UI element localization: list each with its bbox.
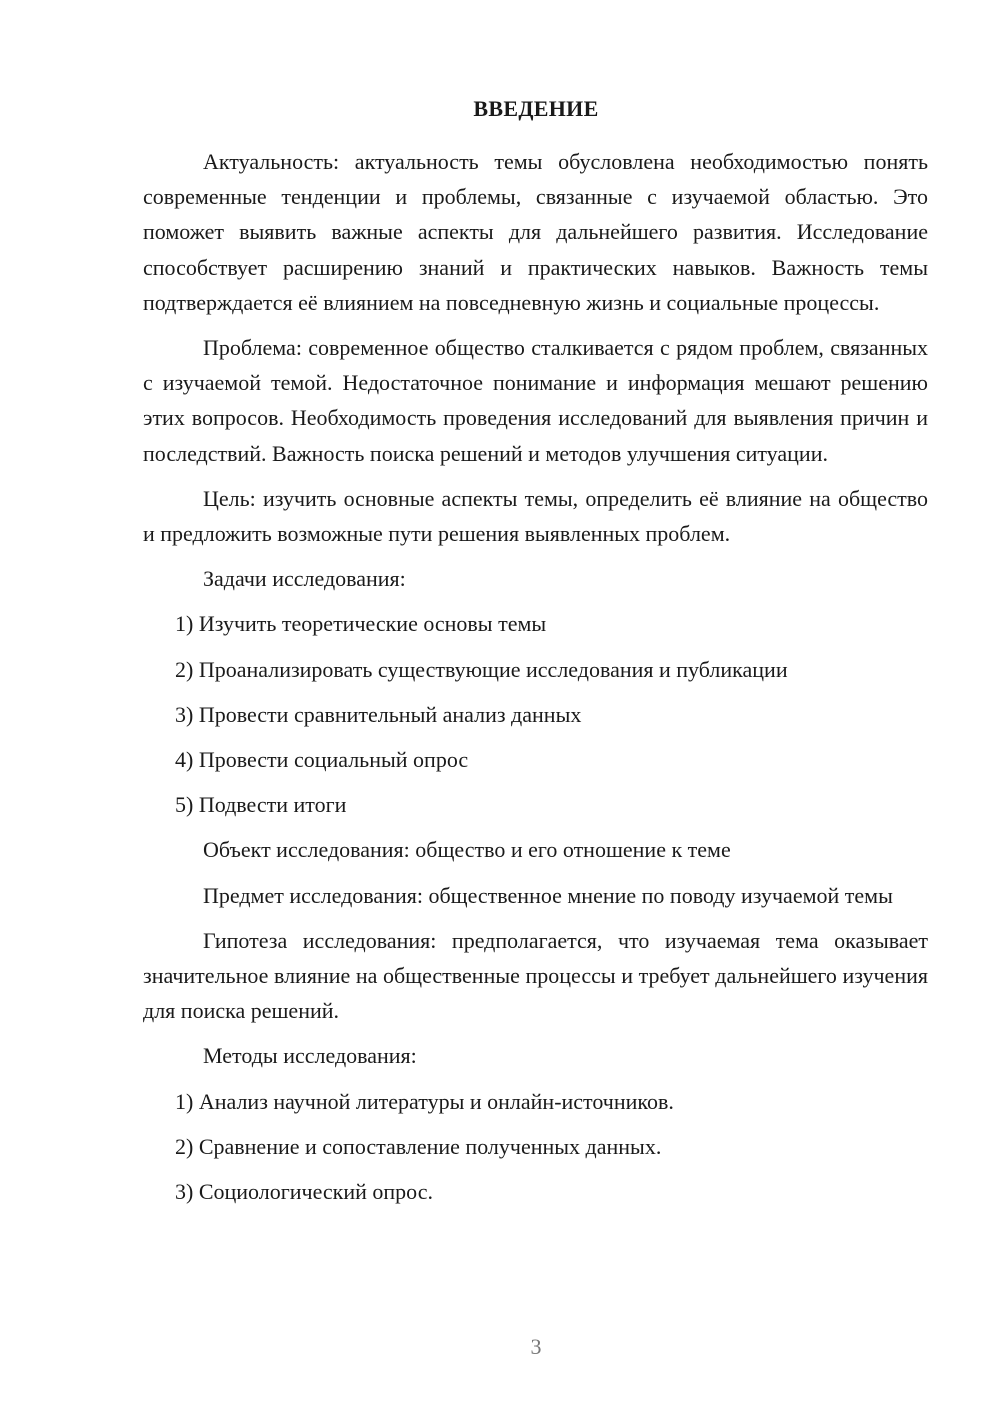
object-paragraph: Объект исследования: общество и его отношение к теме: [203, 837, 731, 863]
methods-heading: Методы исследования:: [203, 1043, 417, 1069]
method-item: 3) Социологический опрос.: [175, 1179, 433, 1205]
hypothesis-paragraph: Гипотеза исследования: предполагается, что изучаемая тема оказывает значительное влияние на общественные процессы и требует дальнейшего изучения для поиска решений.: [143, 927, 928, 1024]
task-item: 3) Провести сравнительный анализ данных: [175, 701, 582, 727]
method-item: 1) Анализ научной литературы и онлайн-источников.: [175, 1088, 674, 1114]
section-title: ВВЕДЕНИЕ: [473, 96, 599, 121]
methods-list: [143, 1084, 928, 1210]
subject-paragraph: Предмет исследования: общественное мнение по поводу изучаемой темы: [203, 882, 893, 908]
task-item: 1) Изучить теоретические основы темы: [175, 611, 547, 637]
goal-paragraph: Цель: изучить основные аспекты темы, определить её влияние на общество и предложить возможные пути решения выявленных проблем.: [143, 485, 928, 547]
problem-paragraph: Проблема: современное общество сталкивается с рядом проблем, связанных с изучаемой темой. Недостаточное понимание и информация мешают решению этих вопросов. Необходимость проведения исследований для выявления причин и последствий. Важность поиска решений и методов улучшения ситуации.: [143, 335, 928, 466]
document-body: [143, 144, 928, 1219]
task-item: 2) Проанализировать существующие исследования и публикации: [175, 656, 788, 682]
relevance-paragraph: Актуальность: актуальность темы обусловлена необходимостью понять современные тенденции и проблемы, связанные с изучаемой областью. Это поможет выявить важные аспекты для дальнейшего развития. Исследование способствует расширению знаний и практических навыков. Важность темы подтверждается её влиянием на повседневную жизнь и социальные процессы.: [143, 149, 928, 315]
tasks-heading: Задачи исследования:: [203, 566, 406, 592]
task-item: 4) Провести социальный опрос: [175, 747, 469, 773]
tasks-list: [143, 606, 928, 822]
task-item: 5) Подвести итоги: [175, 792, 347, 818]
method-item: 2) Сравнение и сопоставление полученных данных.: [175, 1133, 662, 1159]
page-number: 3: [530, 1334, 542, 1359]
